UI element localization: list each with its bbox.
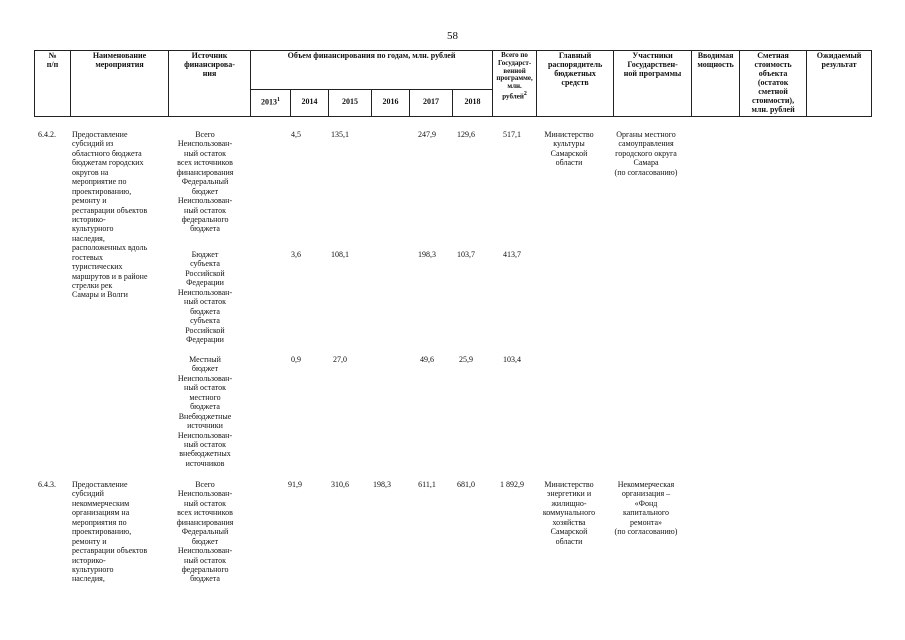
header-year-2015: 2015 — [329, 89, 372, 116]
value-2015: 310,6 — [331, 480, 349, 489]
row-participants: Органы местного самоуправления городского округа Самара (по согласованию) — [614, 130, 678, 177]
value-2014: 4,5 — [291, 130, 301, 139]
header-total: Всего по Государст- венной программе, млн. рублей$^2$ — [493, 51, 537, 117]
value-2017: 247,9 — [418, 130, 436, 139]
header-manager: Главный распорядитель бюджетных средств — [537, 51, 614, 117]
value-total: 517,1 — [503, 130, 521, 139]
row-number: 6.4.3. — [38, 480, 56, 489]
value-2015: 27,0 — [333, 355, 347, 364]
value-2018: 103,7 — [457, 250, 475, 259]
value-2018: 129,6 — [457, 130, 475, 139]
value-2017: 611,1 — [418, 480, 436, 489]
table-body — [0, 128, 905, 640]
value-2015: 108,1 — [331, 250, 349, 259]
row-source: Местный бюджет Неиспользован- ный остаток местного бюджета Внебюджетные источники Неиспользован- ный остаток внебюджетных источников — [177, 355, 233, 468]
value-total: 103,4 — [503, 355, 521, 364]
header-result: Ожидаемый результат — [807, 51, 872, 117]
value-2015: 135,1 — [331, 130, 349, 139]
row-manager: Министерство культуры Самарской области — [544, 130, 594, 168]
value-2014: 3,6 — [291, 250, 301, 259]
header-year-2014: 2014 — [291, 89, 329, 116]
table-header — [34, 50, 872, 117]
header-capacity: Вводимая мощность — [692, 51, 740, 117]
header-cost: Сметная стоимость объекта (остаток сметной стоимости), млн. рублей — [740, 51, 807, 117]
header-source: Источник финансирова- ния — [169, 51, 251, 117]
value-total: 413,7 — [503, 250, 521, 259]
row-activity-name: Предоставление субсидий некоммерческим организациям на мероприятия по проектированию, ремонту и реставрации объектов историко- культурного наследия, — [72, 480, 148, 584]
value-2014: 91,9 — [288, 480, 302, 489]
row-source: Всего Неиспользован- ный остаток всех источников финансирования Федеральный бюджет Неиспользован- ный остаток федерального бюджета — [176, 130, 234, 234]
header-year-2018: 2018 — [453, 89, 493, 116]
page-number: 58 — [447, 30, 458, 42]
value-2017: 49,6 — [420, 355, 434, 364]
header-participants: Участники Государствен- ной программы — [614, 51, 692, 117]
value-2014: 0,9 — [291, 355, 301, 364]
row-source: Всего Неиспользован- ный остаток всех источников финансирования Федеральный бюджет Неиспользован- ный остаток федерального бюджета — [176, 480, 234, 584]
value-2017: 198,3 — [418, 250, 436, 259]
header-num: № п/п — [35, 51, 71, 117]
value-2016: 198,3 — [373, 480, 391, 489]
row-manager: Министерство энергетики и жилищно- коммунального хозяйства Самарской области — [542, 480, 596, 546]
row-source: Бюджет субъекта Российской Федерации Неиспользован- ный остаток бюджета субъекта Российской Федерации — [177, 250, 233, 344]
row-activity-name: Предоставление субсидий из областного бюджета бюджетам городских округов на мероприятие по проектированию, ремонту и реставрации объектов историко- культурного наследия, расположенных вдоль гостевых туристических маршрутов и в районе стрелки рек Самары и Волги — [72, 130, 148, 300]
header-volume: Объем финансирования по годам, млн. рублей — [251, 51, 493, 90]
header-year-2013: 2013$^1$ — [251, 89, 291, 116]
row-number: 6.4.2. — [38, 130, 56, 139]
header-year-2016: 2016 — [372, 89, 410, 116]
value-2018: 25,9 — [459, 355, 473, 364]
row-participants: Некоммерческая организация – «Фонд капитального ремонта» (по согласованию) — [614, 480, 678, 537]
value-total: 1 892,9 — [500, 480, 524, 489]
header-name: Наименование мероприятия — [71, 51, 169, 117]
header-year-2017: 2017 — [410, 89, 453, 116]
value-2018: 681,0 — [457, 480, 475, 489]
